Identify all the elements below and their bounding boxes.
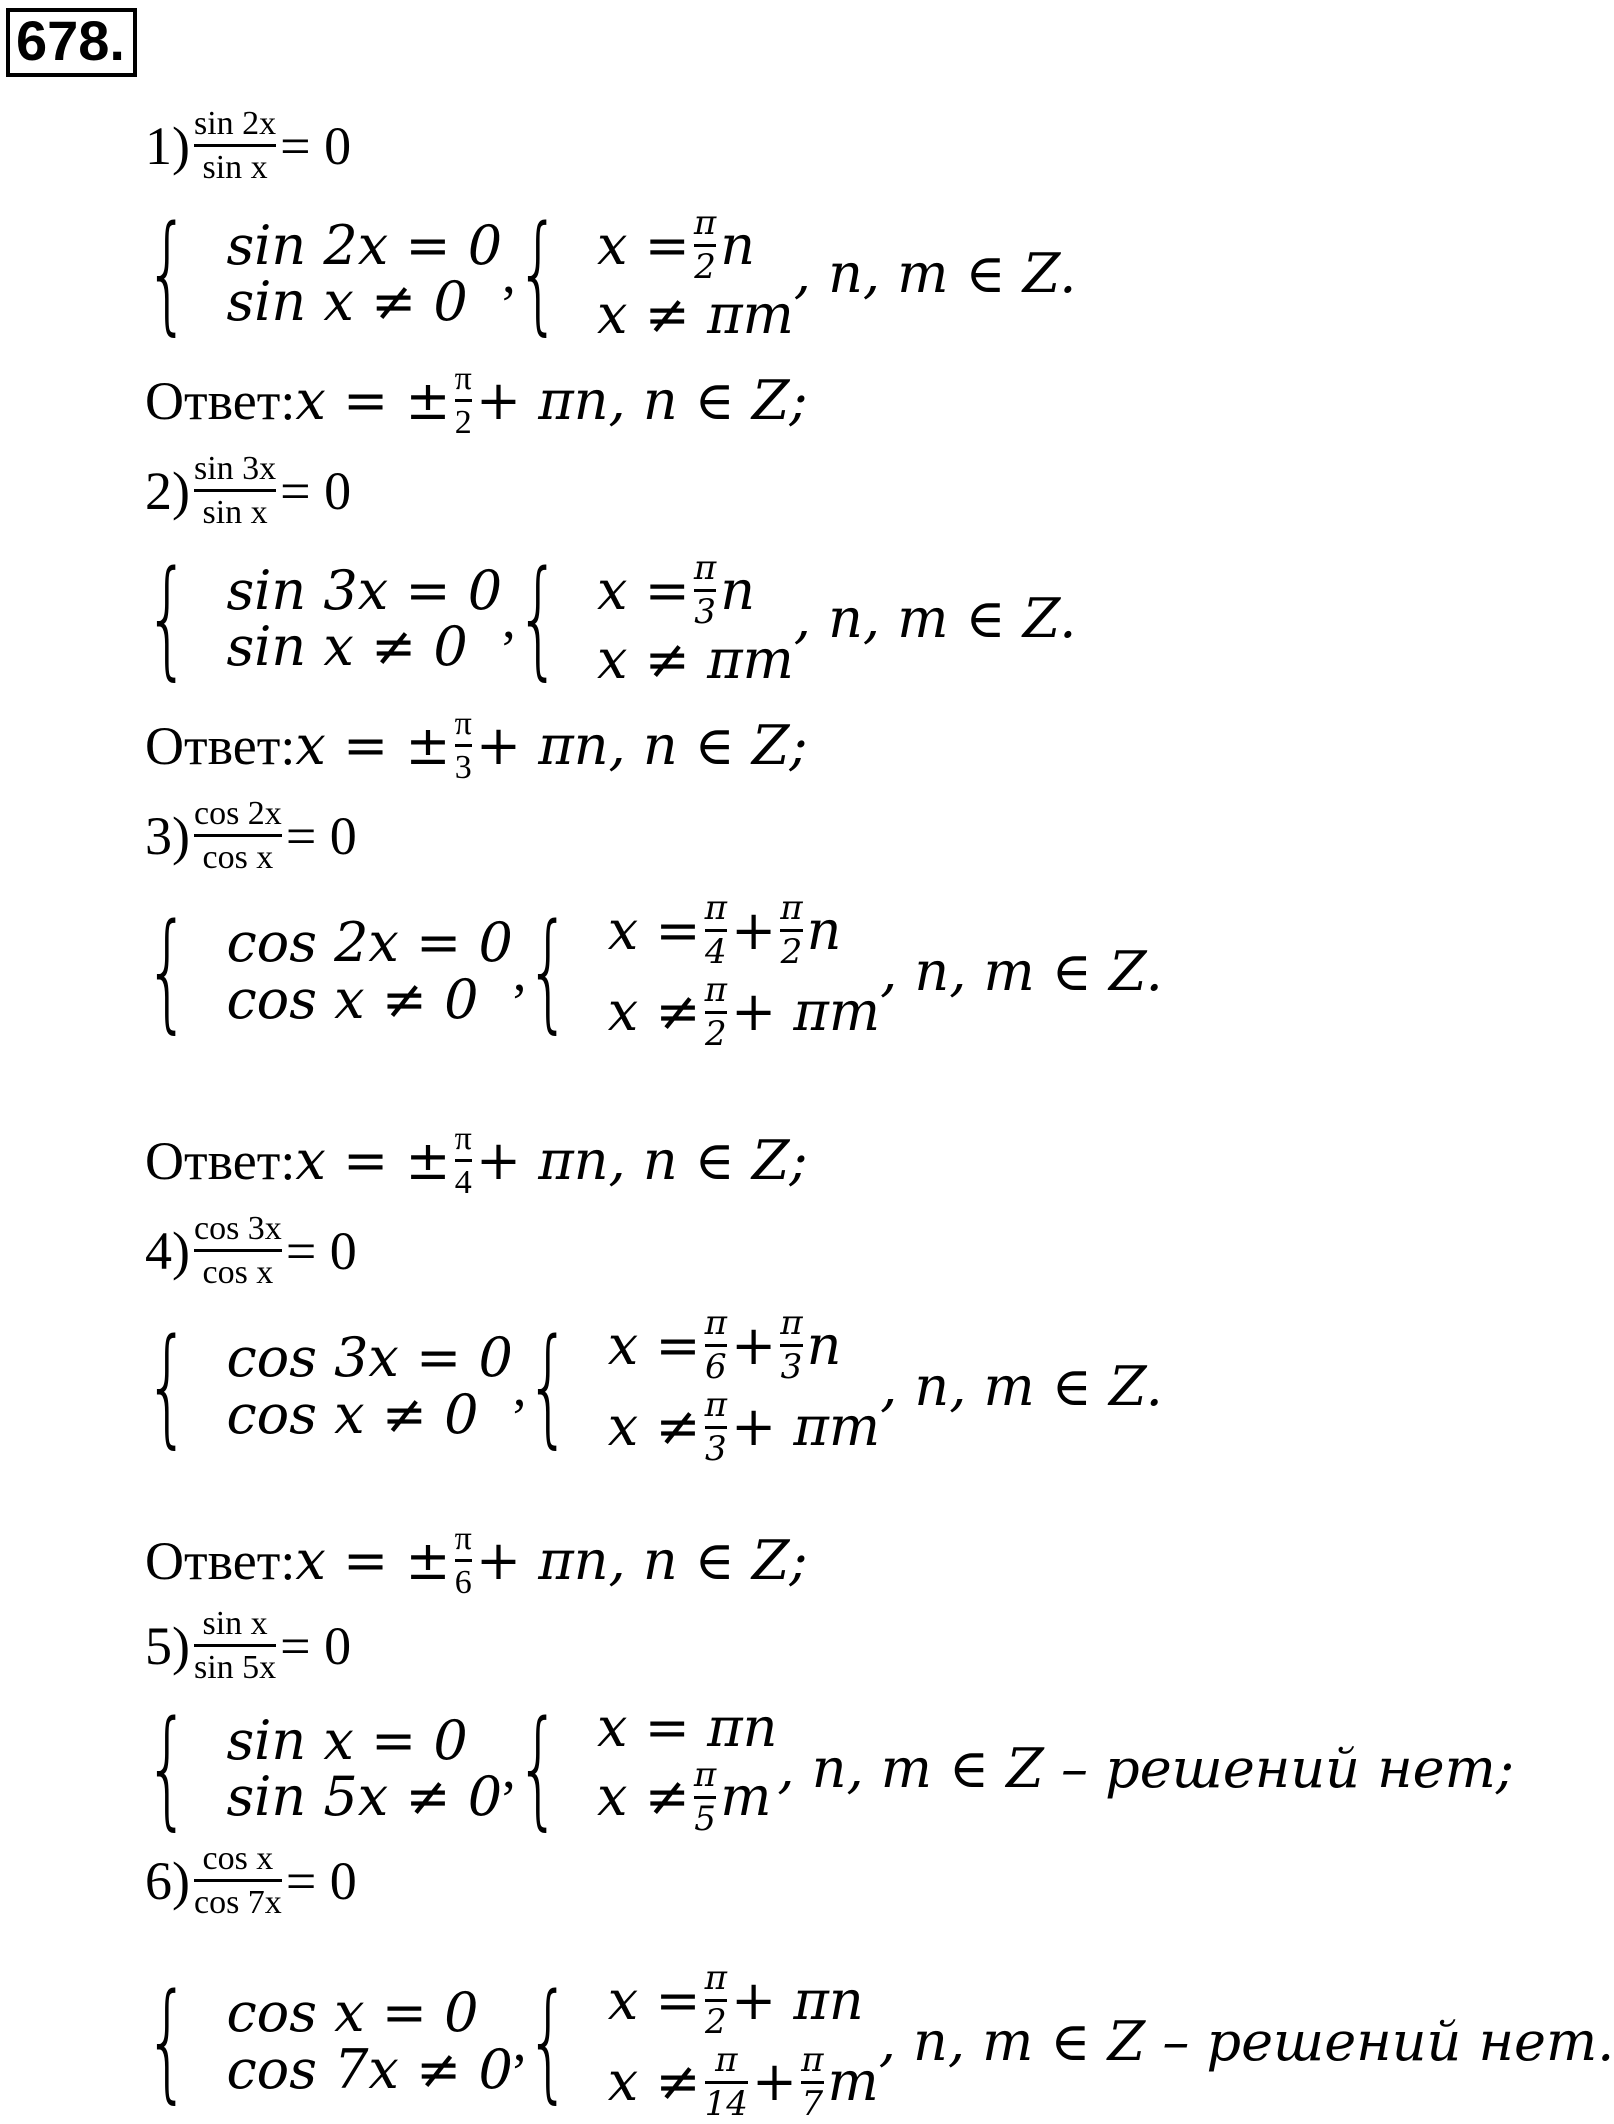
system-line	[608, 1960, 879, 2042]
equation-rhs: = 0	[285, 805, 357, 866]
system-line	[608, 890, 880, 972]
equation-rhs: = 0	[280, 115, 352, 176]
fraction-denominator: 2	[780, 932, 803, 973]
part-equation	[145, 1605, 351, 1687]
system-line	[607, 1384, 881, 1470]
fraction-pi	[704, 1384, 727, 1470]
brace-icon: {	[526, 1311, 572, 1461]
part-answer	[145, 360, 808, 442]
expr-text: n	[806, 898, 842, 962]
fraction-denominator: 2	[704, 2002, 727, 2043]
expr-text: m	[720, 1765, 772, 1829]
system-lines	[226, 558, 503, 679]
brace-icon: {	[526, 1966, 572, 2116]
system-line: sin 5x ≠ 0	[226, 1765, 503, 1829]
fraction-pi	[705, 1960, 727, 2042]
fraction-bar	[194, 144, 276, 147]
fraction-denominator: 3	[694, 592, 716, 633]
brace-icon: {	[526, 896, 572, 1046]
part-answer	[145, 1520, 808, 1602]
brace-icon: {	[145, 1966, 190, 2116]
system-right	[515, 199, 794, 349]
part-equation	[145, 1210, 357, 1292]
system-line: sin x ≠ 0	[226, 615, 468, 679]
fraction-numerator: π	[780, 1303, 803, 1343]
expr-text: + πm	[730, 980, 881, 1044]
system-right	[526, 1305, 880, 1469]
fraction-denominator: 14	[704, 2084, 748, 2124]
fraction-numerator: sin 3x	[193, 450, 277, 487]
expr-text: x =	[597, 558, 690, 622]
brace-icon: {	[515, 544, 561, 694]
part-label: 5)	[145, 1615, 190, 1676]
expr-text: x =	[597, 213, 690, 277]
system-right	[526, 1960, 878, 2124]
fraction-numerator: π	[704, 1303, 727, 1343]
fraction-bar	[455, 399, 472, 402]
answer-fraction	[455, 1520, 472, 1602]
fraction-denominator: 5	[694, 1799, 716, 1840]
equation-fraction	[194, 1210, 282, 1292]
part-systems	[145, 544, 1077, 694]
part-answer	[145, 1120, 808, 1202]
answer-expr: x = ±	[295, 1528, 451, 1592]
system-line: sin 2x = 0	[226, 213, 503, 277]
equation-fraction	[194, 1840, 282, 1922]
expr-text: x =	[607, 1313, 701, 1377]
fraction-numerator: π	[780, 888, 803, 928]
fraction-bar	[194, 489, 276, 492]
fraction-bar	[194, 834, 282, 837]
fraction-bar	[455, 1559, 472, 1562]
system-lines	[597, 548, 794, 691]
equation-fraction	[194, 795, 282, 877]
system-right	[526, 890, 880, 1054]
fraction-bar	[194, 1879, 282, 1882]
fraction-pi	[694, 550, 716, 632]
fraction-pi	[694, 205, 716, 287]
system-line: sin 3x = 0	[226, 558, 503, 622]
fraction-numerator: π	[704, 1958, 727, 1998]
system-line	[597, 627, 794, 691]
system-right	[515, 544, 794, 694]
answer-expr: + πn, n ∈ Z;	[475, 713, 808, 777]
system-line	[597, 1696, 778, 1759]
fraction-numerator: π	[704, 888, 727, 928]
expr-text: + πm	[730, 1395, 881, 1459]
system-lines	[597, 203, 794, 346]
fraction-numerator: π	[693, 1754, 717, 1795]
system-line	[608, 1305, 880, 1387]
problem-number: 678.	[6, 8, 137, 77]
system-line	[607, 2039, 879, 2124]
equation-fraction	[194, 1605, 276, 1687]
system-tail: , n, m ∈ Z.	[880, 939, 1163, 1003]
system-line: cos 7x ≠ 0	[226, 2037, 513, 2101]
fraction-denominator: 6	[454, 1564, 472, 1602]
answer-expr: + πn, n ∈ Z;	[475, 368, 808, 432]
system-lines	[226, 1981, 513, 2101]
system-lines	[597, 1696, 778, 1840]
equation-rhs: = 0	[280, 1615, 352, 1676]
brace-icon: {	[145, 1694, 190, 1844]
fraction-numerator: cos 2x	[193, 795, 282, 832]
fraction-numerator: π	[715, 2039, 738, 2080]
system-lines	[226, 213, 503, 334]
part-label: 2)	[145, 460, 190, 521]
part-systems	[145, 1960, 1614, 2124]
equation-fraction	[194, 450, 276, 532]
expr-text: x ≠ πm	[597, 627, 794, 691]
fraction-numerator: π	[704, 1384, 727, 1425]
fraction-denominator: 3	[454, 749, 472, 787]
equation-fraction	[194, 105, 276, 187]
part-systems	[145, 199, 1077, 349]
system-left	[145, 1966, 513, 2116]
answer-label: Ответ:	[145, 715, 296, 776]
brace-icon: {	[145, 1311, 190, 1461]
comma: ,	[502, 589, 516, 650]
answer-expr: + πn, n ∈ Z;	[475, 1128, 808, 1192]
system-left	[145, 1694, 503, 1844]
fraction-numerator: cos 3x	[193, 1210, 282, 1247]
system-tail: , n, m ∈ Z.	[793, 587, 1077, 651]
fraction-denominator: cos x	[202, 1254, 274, 1292]
system-right	[515, 1694, 778, 1844]
answer-label: Ответ:	[145, 1130, 296, 1191]
system-tail: , n, m ∈ Z – решений нет.	[878, 2009, 1614, 2073]
system-tail: , n, m ∈ Z.	[880, 1354, 1163, 1418]
answer-expr: x = ±	[295, 713, 451, 777]
fraction-pi	[704, 2039, 748, 2124]
comma: ,	[512, 1356, 527, 1417]
fraction-pi	[801, 2039, 824, 2124]
comma: ,	[502, 244, 516, 305]
part-equation	[145, 1840, 357, 1922]
system-line: cos x ≠ 0	[226, 967, 479, 1031]
equation-rhs: = 0	[285, 1220, 357, 1281]
expr-text: m	[827, 2050, 879, 2114]
brace-icon: {	[515, 1694, 561, 1844]
answer-expr: x = ±	[295, 368, 451, 432]
fraction-bar	[455, 744, 472, 747]
system-lines	[608, 1960, 879, 2124]
comma: ,	[502, 1739, 516, 1800]
answer-label: Ответ:	[145, 1530, 296, 1591]
answer-fraction	[455, 705, 472, 787]
part-label: 6)	[145, 1850, 190, 1911]
brace-icon: {	[145, 544, 190, 694]
system-line	[607, 969, 881, 1055]
system-tail: , n, m ∈ Z.	[793, 242, 1077, 306]
fraction-denominator: 6	[704, 1347, 727, 1388]
answer-fraction	[455, 360, 472, 442]
fraction-denominator: 7	[801, 2084, 824, 2124]
fraction-numerator: π	[693, 203, 717, 243]
brace-icon: {	[145, 896, 190, 1046]
part-label: 3)	[145, 805, 190, 866]
answer-expr: x = ±	[295, 1128, 451, 1192]
answer-expr: + πn, n ∈ Z;	[475, 1528, 808, 1592]
fraction-denominator: 4	[454, 1164, 472, 1202]
fraction-denominator: 2	[694, 247, 716, 288]
expr-text: x ≠ πm	[597, 282, 794, 346]
fraction-denominator: sin 5x	[193, 1649, 277, 1687]
fraction-pi	[693, 1754, 717, 1840]
system-line: sin x = 0	[226, 1708, 468, 1772]
system-left	[145, 199, 503, 349]
expr-text: +	[751, 2050, 798, 2114]
answer-fraction	[455, 1120, 472, 1202]
fraction-numerator: π	[693, 548, 717, 588]
part-label: 4)	[145, 1220, 190, 1281]
fraction-denominator: 4	[704, 932, 727, 973]
fraction-denominator: cos x	[202, 839, 274, 877]
fraction-denominator: 2	[454, 404, 472, 442]
system-left	[145, 544, 503, 694]
part-equation	[145, 795, 357, 877]
system-line	[597, 205, 794, 287]
expr-text: +	[730, 898, 777, 962]
fraction-numerator: sin 2x	[193, 105, 277, 142]
expr-text: x ≠	[607, 1395, 701, 1459]
expr-text: x ≠	[607, 980, 701, 1044]
expr-text: +	[730, 1313, 777, 1377]
fraction-denominator: cos 7x	[193, 1884, 282, 1922]
system-line	[597, 282, 794, 346]
system-line: cos x ≠ 0	[226, 1382, 479, 1446]
fraction-denominator: 3	[704, 1429, 727, 1470]
system-line: cos 3x = 0	[226, 1326, 513, 1390]
fraction-numerator: π	[454, 360, 472, 397]
system-lines	[226, 911, 513, 1031]
system-line	[597, 550, 794, 632]
fraction-numerator: π	[454, 705, 472, 742]
part-label: 1)	[145, 115, 190, 176]
fraction-numerator: cos x	[202, 1840, 274, 1877]
system-left	[145, 896, 513, 1046]
answer-label: Ответ:	[145, 370, 296, 431]
fraction-numerator: π	[704, 969, 727, 1010]
expr-text: n	[720, 213, 756, 277]
system-line	[597, 1754, 777, 1840]
fraction-numerator: sin x	[202, 1605, 268, 1642]
fraction-denominator: sin x	[202, 149, 268, 187]
expr-text: x =	[607, 1968, 701, 2032]
part-equation	[145, 450, 351, 532]
expr-text: n	[806, 1313, 842, 1377]
fraction-bar	[194, 1249, 282, 1252]
fraction-bar	[455, 1159, 472, 1162]
system-lines	[226, 1326, 513, 1446]
brace-icon: {	[145, 199, 190, 349]
fraction-pi	[705, 1305, 727, 1387]
expr-text: n	[720, 558, 756, 622]
part-systems	[145, 890, 1163, 1054]
fraction-numerator: π	[801, 2039, 824, 2080]
system-left	[145, 1311, 513, 1461]
fraction-bar	[194, 1644, 276, 1647]
system-lines	[608, 890, 880, 1054]
equation-rhs: = 0	[285, 1850, 357, 1911]
brace-icon: {	[515, 199, 561, 349]
fraction-denominator: 3	[780, 1347, 803, 1388]
expr-text: x = πn	[597, 1696, 778, 1759]
fraction-pi	[705, 890, 727, 972]
expr-text: x ≠	[597, 1765, 690, 1829]
equation-rhs: = 0	[280, 460, 352, 521]
system-line: cos x = 0	[226, 1981, 479, 2045]
fraction-numerator: π	[454, 1120, 472, 1157]
part-systems	[145, 1694, 1515, 1844]
fraction-numerator: π	[454, 1520, 472, 1557]
fraction-pi	[704, 969, 727, 1055]
part-answer	[145, 705, 808, 787]
part-systems	[145, 1305, 1163, 1469]
fraction-pi	[780, 890, 802, 972]
system-lines	[608, 1305, 880, 1469]
system-line: sin x ≠ 0	[226, 270, 468, 334]
part-equation	[145, 105, 351, 187]
comma: ,	[512, 941, 527, 1002]
system-tail: , n, m ∈ Z – решений нет;	[777, 1737, 1515, 1801]
fraction-pi	[780, 1305, 802, 1387]
system-line: cos 2x = 0	[226, 911, 513, 975]
expr-text: x ≠	[607, 2050, 701, 2114]
fraction-denominator: sin x	[202, 494, 268, 532]
comma: ,	[512, 2011, 527, 2072]
expr-text: + πn	[730, 1968, 864, 2032]
expr-text: x =	[607, 898, 701, 962]
system-lines	[226, 1708, 503, 1829]
fraction-denominator: 2	[704, 1014, 727, 1055]
